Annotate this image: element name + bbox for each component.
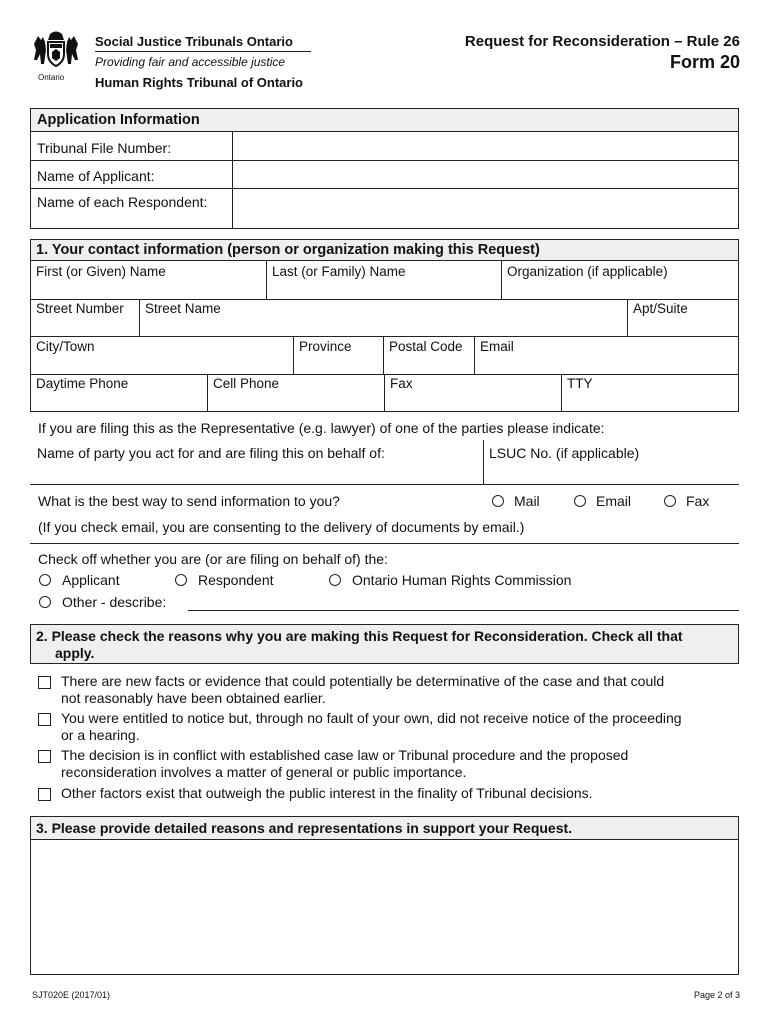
- apt-suite-label: Apt/Suite: [633, 301, 688, 316]
- section3-heading: 3. Please provide detailed reasons and representations in support your Request.: [36, 820, 573, 836]
- last-name-label: Last (or Family) Name: [272, 264, 406, 279]
- organization-field[interactable]: [502, 280, 737, 298]
- role-check-off-label: Check off whether you are (or are filing on behalf of) the:: [38, 551, 388, 567]
- lsuc-number-field[interactable]: [484, 463, 738, 483]
- reason-new-facts-line2: not reasonably have been obtained earlier.: [61, 690, 326, 706]
- postal-code-field[interactable]: [384, 355, 473, 373]
- city-label: City/Town: [36, 339, 95, 354]
- city-field[interactable]: [31, 355, 292, 373]
- apt-suite-field[interactable]: [628, 318, 737, 335]
- email-radio[interactable]: [574, 495, 586, 507]
- email-field[interactable]: [475, 355, 737, 373]
- reason-other-factors-checkbox[interactable]: [38, 788, 51, 801]
- reason-case-law-conflict-line2: reconsideration involves a matter of general or public importance.: [61, 764, 467, 780]
- section2-heading-line2: apply.: [55, 645, 95, 661]
- application-info-heading: Application Information: [37, 112, 200, 128]
- other-describe-field[interactable]: [188, 592, 739, 610]
- street-number-field[interactable]: [31, 318, 138, 335]
- other-option-label: Other - describe:: [62, 594, 167, 610]
- tty-label: TTY: [567, 376, 593, 391]
- page-number: Page 2 of 3: [693, 990, 740, 1000]
- divider: [30, 484, 739, 485]
- other-describe-underline: [188, 610, 739, 611]
- org-name-underline: [95, 51, 311, 52]
- daytime-phone-label: Daytime Phone: [36, 376, 129, 391]
- divider: [738, 299, 739, 336]
- daytime-phone-field[interactable]: [31, 392, 206, 410]
- applicant-option-label: Applicant: [62, 572, 120, 588]
- ohrc-option-label: Ontario Human Rights Commission: [352, 572, 572, 588]
- applicant-name-label: Name of Applicant:: [37, 168, 155, 184]
- divider: [30, 336, 739, 337]
- form-title: Request for Reconsideration – Rule 26: [464, 33, 740, 50]
- divider: [738, 261, 739, 299]
- logo-text: Ontario: [38, 73, 65, 82]
- street-name-label: Street Name: [145, 301, 221, 316]
- respondent-name-field[interactable]: [233, 189, 738, 228]
- lsuc-number-label: LSUC No. (if applicable): [489, 445, 640, 461]
- section1-heading: 1. Your contact information (person or organization making this Request): [36, 242, 540, 258]
- representative-note: If you are filing this as the Representative (e.g. lawyer) of one of the parties please indicate:: [38, 420, 605, 436]
- mail-radio[interactable]: [492, 495, 504, 507]
- divider: [30, 543, 739, 544]
- applicant-name-field[interactable]: [233, 161, 738, 187]
- reason-case-law-conflict-line1: The decision is in conflict with established case law or Tribunal procedure and the proposed: [61, 747, 629, 763]
- respondent-radio[interactable]: [175, 574, 187, 586]
- detailed-reasons-textarea[interactable]: [32, 841, 740, 976]
- last-name-field[interactable]: [267, 280, 500, 298]
- other-radio[interactable]: [39, 596, 51, 608]
- province-field[interactable]: [294, 355, 382, 373]
- divider: [30, 839, 739, 840]
- street-name-field[interactable]: [140, 318, 626, 335]
- ohrc-radio[interactable]: [329, 574, 341, 586]
- email-label: Email: [480, 339, 514, 354]
- org-name: Social Justice Tribunals Ontario: [95, 34, 293, 49]
- applicant-radio[interactable]: [39, 574, 51, 586]
- respondent-name-label: Name of each Respondent:: [37, 194, 208, 210]
- tribunal-name: Human Rights Tribunal of Ontario: [95, 75, 303, 90]
- reason-new-facts-line1: There are new facts or evidence that could potentially be determinative of the case and that could: [61, 673, 665, 689]
- cell-phone-label: Cell Phone: [213, 376, 280, 391]
- street-number-label: Street Number: [36, 301, 124, 316]
- divider: [738, 374, 739, 411]
- first-name-label: First (or Given) Name: [36, 264, 166, 279]
- form-code: SJT020E (2017/01): [32, 990, 111, 1000]
- postal-code-label: Postal Code: [389, 339, 463, 354]
- party-acting-for-field[interactable]: [31, 463, 482, 483]
- mail-option-label: Mail: [514, 493, 540, 509]
- reason-new-facts-checkbox[interactable]: [38, 676, 51, 689]
- fax-option-label: Fax: [686, 493, 710, 509]
- email-option-label: Email: [596, 493, 632, 509]
- reason-no-notice-checkbox[interactable]: [38, 713, 51, 726]
- section2-heading-line1: 2. Please check the reasons why you are making this Request for Reconsideration. Check all that: [36, 628, 683, 644]
- tty-field[interactable]: [562, 392, 737, 410]
- delivery-question: What is the best way to send information to you?: [38, 493, 340, 509]
- first-name-field[interactable]: [31, 280, 265, 298]
- divider: [30, 299, 739, 300]
- fax-field[interactable]: [385, 392, 560, 410]
- reason-case-law-conflict-checkbox[interactable]: [38, 750, 51, 763]
- reason-no-notice-line2: or a hearing.: [61, 727, 140, 743]
- form-number: Form 20: [669, 52, 740, 72]
- ontario-coat-of-arms-logo: [28, 30, 84, 74]
- fax-radio[interactable]: [664, 495, 676, 507]
- email-consent-note: (If you check email, you are consenting to the delivery of documents by email.): [38, 519, 525, 535]
- file-number-field[interactable]: [233, 132, 738, 159]
- divider: [738, 336, 739, 374]
- cell-phone-field[interactable]: [208, 392, 383, 410]
- respondent-option-label: Respondent: [198, 572, 274, 588]
- province-label: Province: [299, 339, 352, 354]
- organization-label: Organization (if applicable): [507, 264, 668, 279]
- fax-label: Fax: [390, 376, 413, 391]
- file-number-label: Tribunal File Number:: [37, 140, 172, 156]
- tagline: Providing fair and accessible justice: [95, 55, 286, 69]
- reason-other-factors-line1: Other factors exist that outweigh the public interest in the finality of Tribunal decisions.: [61, 785, 593, 801]
- party-acting-for-label: Name of party you act for and are filing this on behalf of:: [37, 445, 385, 461]
- reason-no-notice-line1: You were entitled to notice but, through no fault of your own, did not receive notice of the proceeding: [61, 710, 682, 726]
- divider: [30, 411, 739, 412]
